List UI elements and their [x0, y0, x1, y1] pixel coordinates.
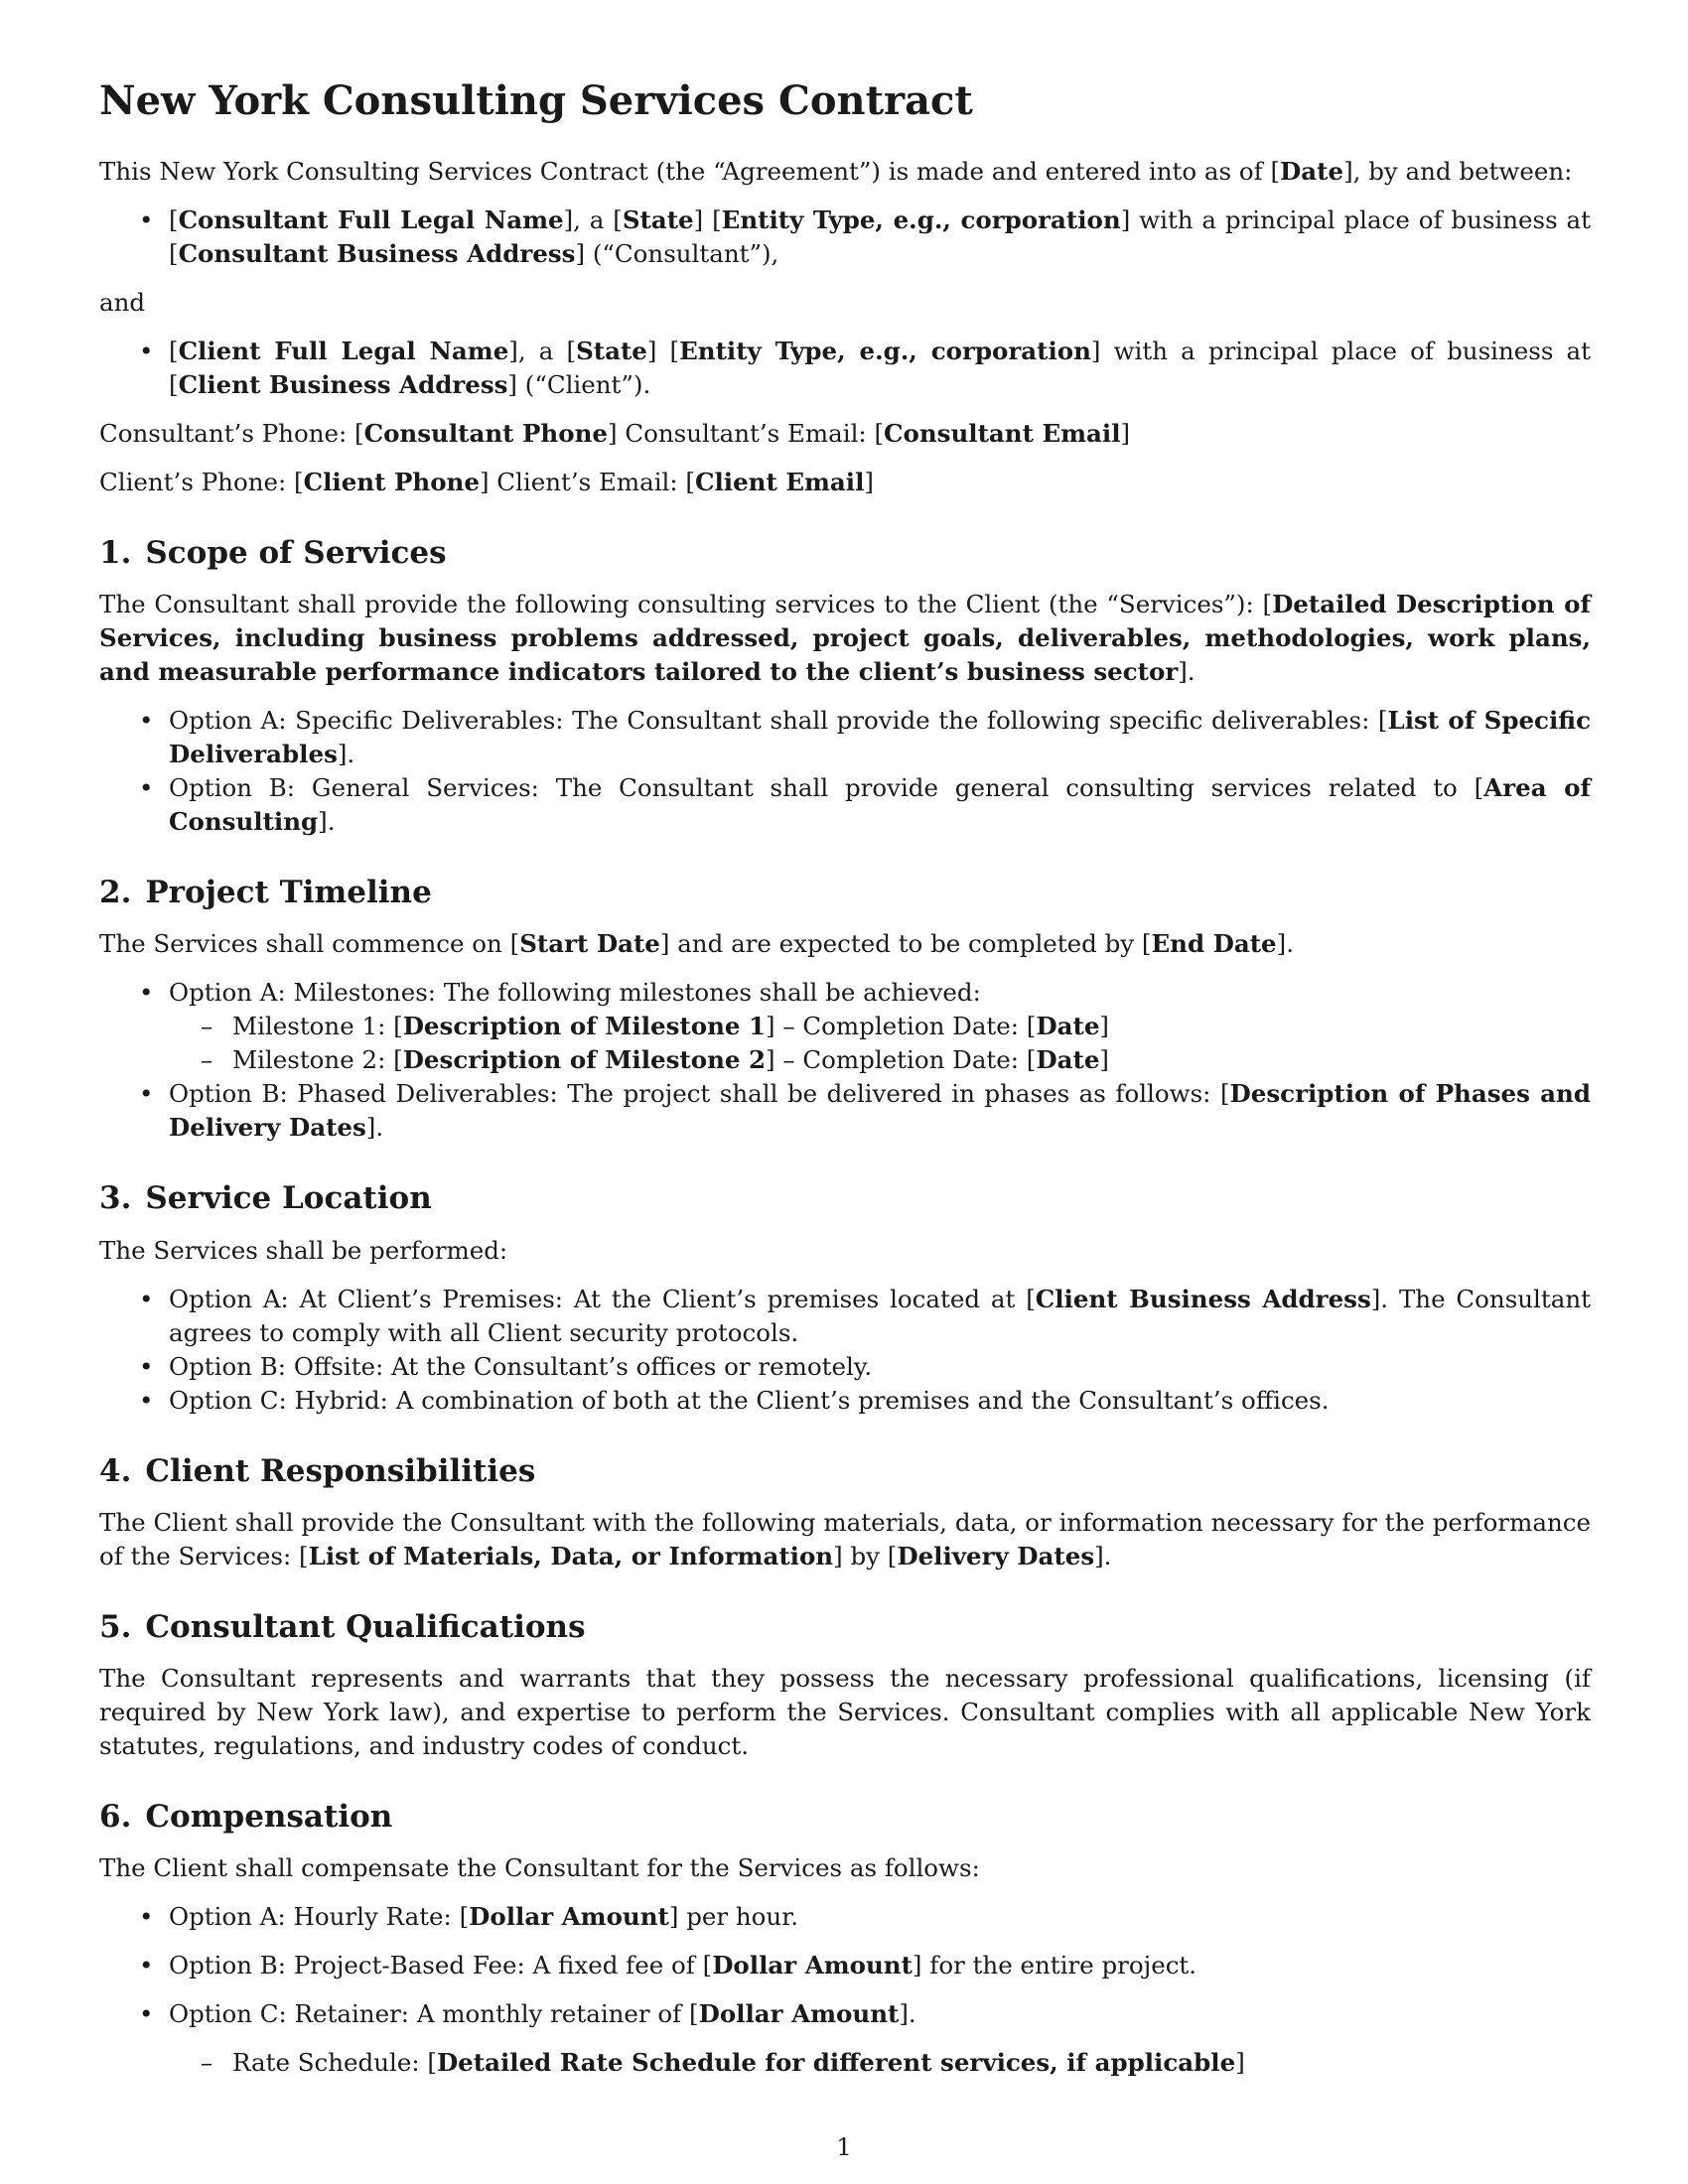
- rate-schedule-list: [169, 2046, 1591, 2080]
- milestone-item: – Milestone 1: [Description of Milestone 1] – Completion Date: [Date]: [169, 1010, 1591, 1043]
- milestone-item: – Milestone 2: [Description of Milestone 2] – Completion Date: [Date]: [169, 1043, 1591, 1077]
- party-list-client: [99, 335, 1591, 402]
- list-item: • Option B: Offsite: At the Consultant’s offices or remotely.: [99, 1350, 1591, 1384]
- section-heading-timeline: 2. Project Timeline: [99, 875, 432, 911]
- client-responsibilities-paragraph: The Client shall provide the Consultant with the following materials, data, or information necessary for the performance of the Services: [List of Materials, Data, or Information] by [Delivery Dates].: [99, 1507, 1591, 1570]
- party-client: • [Client Full Legal Name], a [State] [Entity Type, e.g., corporation] with a principal place of business at [Client Business Address] (“Client”).: [99, 335, 1591, 402]
- compensation-options: [99, 1900, 1591, 2080]
- section-heading-compensation: 6. Compensation: [99, 1798, 393, 1835]
- list-item: • Option A: At Client’s Premises: At the Client’s premises located at [Client Business Address]. The Consultant agrees to comply with all Client security protocols.: [99, 1283, 1591, 1350]
- consultant-contact-line: Consultant’s Phone: [Consultant Phone] Consultant’s Email: [Consultant Email]: [99, 419, 1131, 448]
- list-item: • Option A: Specific Deliverables: The Consultant shall provide the following specific deliverables: [List of Specific Deliverables].: [99, 704, 1591, 771]
- intro-paragraph: This New York Consulting Services Contract (the “Agreement”) is made and entered into as of [Date], by and between:: [99, 157, 1573, 186]
- party-consultant: • [Consultant Full Legal Name], a [State] [Entity Type, e.g., corporation] with a principal place of business at [Consultant Business Address] (“Consultant”),: [99, 204, 1591, 271]
- milestone-list: [169, 1010, 1591, 1077]
- list-item: • Option C: Retainer: A monthly retainer of [Dollar Amount]. – Rate Schedule: [Detailed Rate Schedule for different services, if applicable]: [99, 1997, 1591, 2080]
- section-heading-qualifications: 5. Consultant Qualifications: [99, 1608, 586, 1645]
- location-options: [99, 1283, 1591, 1418]
- rate-schedule-item: – Rate Schedule: [Detailed Rate Schedule for different services, if applicable]: [169, 2046, 1591, 2080]
- section-heading-location: 3. Service Location: [99, 1180, 432, 1217]
- section-heading-client-responsibilities: 4. Client Responsibilities: [99, 1452, 536, 1489]
- qualifications-paragraph: The Consultant represents and warrants that they possess the necessary professional qualifications, licensing (if required by New York law), and expertise to perform the Services. Consultant complies with all applicable New York statutes, regulations, and industry codes of conduct.: [99, 1663, 1591, 1760]
- and-connector: and: [99, 288, 146, 317]
- section-heading-scope: 1. Scope of Services: [99, 535, 447, 571]
- list-item: • Option B: Project-Based Fee: A fixed fee of [Dollar Amount] for the entire project.: [99, 1949, 1591, 1982]
- scope-options: [99, 704, 1591, 839]
- list-item: • Option B: General Services: The Consultant shall provide general consulting services related to [Area of Consulting].: [99, 771, 1591, 839]
- timeline-options: [99, 976, 1591, 1145]
- list-item: • Option C: Hybrid: A combination of both at the Client’s premises and the Consultant’s offices.: [99, 1384, 1591, 1418]
- document-page: [99, 77, 1591, 2095]
- list-item: • Option A: Milestones: The following milestones shall be achieved: – Milestone 1: [Description of Milestone 1] – Completion Date: [Date] – Milestone 2: [Description of Milestone 2] – Completion Date: [Date]: [99, 976, 1591, 1077]
- document-title: New York Consulting Services Contract: [99, 77, 973, 124]
- client-contact-line: Client’s Phone: [Client Phone] Client’s Email: [Client Email]: [99, 468, 874, 496]
- scope-paragraph: The Consultant shall provide the following consulting services to the Client (the “Services”): [Detailed Description of Services, including business problems addressed, project goals, deliverables, methodologies, work plans, and measurable performance indicators tailored to the client’s business sector].: [99, 590, 1591, 687]
- list-item: • Option A: Hourly Rate: [Dollar Amount] per hour.: [99, 1900, 1591, 1934]
- list-item: • Option B: Phased Deliverables: The project shall be delivered in phases as follows: [Description of Phases and Delivery Dates].: [99, 1077, 1591, 1145]
- page-number: 1: [836, 2132, 852, 2161]
- location-paragraph: The Services shall be performed:: [99, 1235, 508, 1265]
- agreement-date-placeholder: Date: [1280, 157, 1344, 186]
- party-list-consultant: [99, 204, 1591, 271]
- timeline-paragraph: The Services shall commence on [Start Date] and are expected to be completed by [End Date].: [99, 929, 1295, 959]
- compensation-paragraph: The Client shall compensate the Consultant for the Services as follows:: [99, 1853, 980, 1883]
